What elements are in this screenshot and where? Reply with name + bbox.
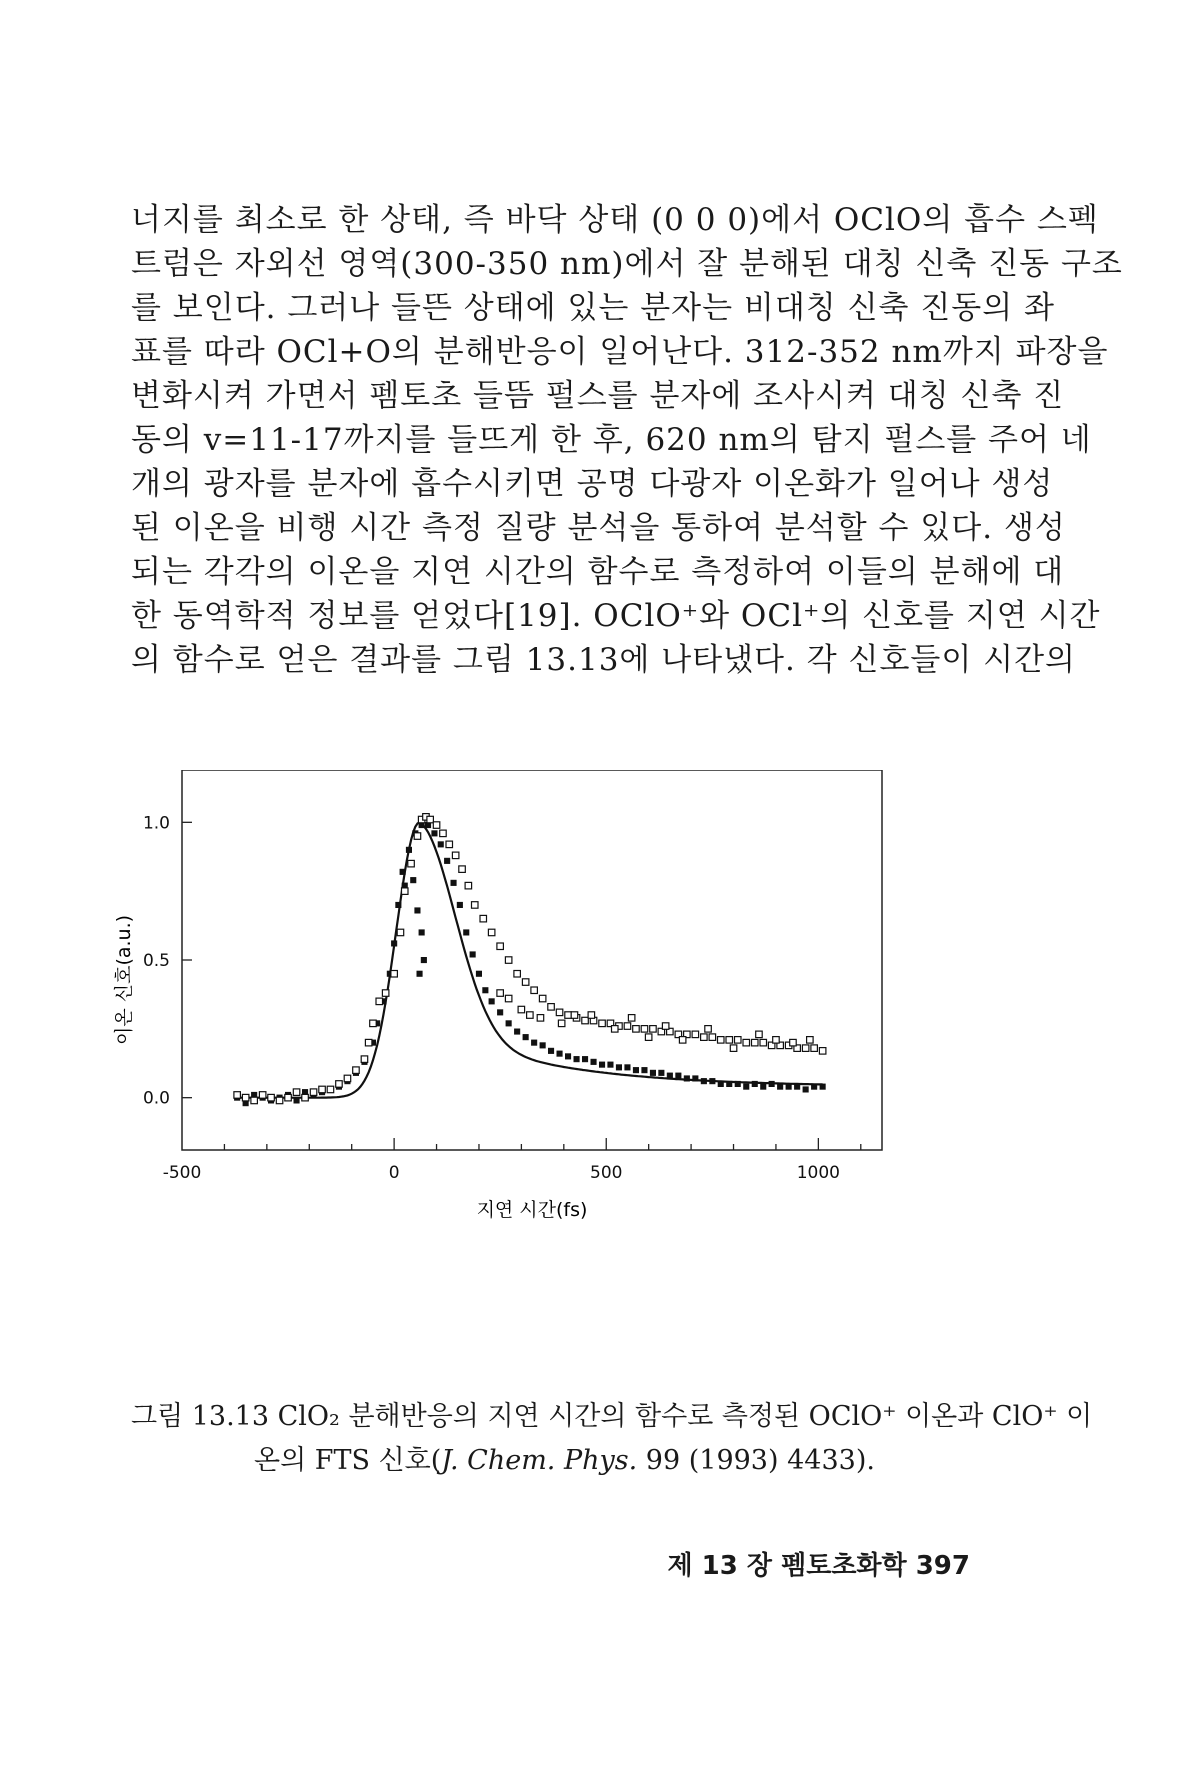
caption-journal: J. Chem. Phys. bbox=[441, 1445, 638, 1476]
data-point-filled bbox=[514, 1029, 520, 1035]
data-point-filled bbox=[444, 858, 450, 864]
caption-suffix: 99 (1993) 4433). bbox=[637, 1445, 875, 1476]
data-point-open bbox=[382, 990, 389, 997]
data-point-open bbox=[365, 1039, 372, 1046]
data-point-open bbox=[548, 1004, 555, 1011]
data-point-open bbox=[556, 1009, 563, 1016]
data-point-open bbox=[531, 987, 538, 994]
data-point-filled bbox=[411, 877, 417, 883]
data-point-open bbox=[440, 830, 447, 837]
data-point-filled bbox=[400, 869, 406, 875]
data-point-filled bbox=[786, 1084, 792, 1090]
data-point-open bbox=[361, 1056, 368, 1063]
axis-tick-labels bbox=[143, 813, 840, 1183]
data-point-open bbox=[612, 1026, 619, 1033]
caption-line-1: 그림 13.13 ClO₂ 분해반응의 지연 시간의 함수로 측정된 OClO⁺ 이온과 ClO⁺ 이 bbox=[131, 1401, 1093, 1432]
data-point-open bbox=[465, 882, 472, 889]
data-point-open bbox=[497, 943, 504, 950]
data-point-filled bbox=[769, 1081, 775, 1087]
data-point-filled bbox=[565, 1054, 571, 1060]
data-point-open bbox=[505, 957, 512, 964]
data-point-open bbox=[408, 860, 415, 867]
data-point-filled bbox=[659, 1070, 665, 1076]
data-point-filled bbox=[391, 941, 397, 947]
data-point-open bbox=[505, 995, 512, 1002]
data-point-open bbox=[327, 1086, 334, 1093]
data-point-filled bbox=[608, 1062, 614, 1068]
data-point-filled bbox=[820, 1084, 826, 1090]
data-point-filled bbox=[540, 1043, 546, 1049]
data-point-filled bbox=[531, 1040, 537, 1046]
data-point-filled bbox=[489, 999, 495, 1005]
data-point-open bbox=[726, 1037, 733, 1044]
body-line: 개의 광자를 분자에 흡수시키면 공명 다광자 이온화가 일어나 생성 bbox=[131, 466, 1054, 502]
data-point-open bbox=[650, 1026, 657, 1033]
data-point-filled bbox=[451, 880, 457, 886]
data-point-open bbox=[259, 1092, 266, 1099]
data-point-open bbox=[285, 1094, 292, 1101]
body-line: 의 함수로 얻은 결과를 그림 13.13에 나타냈다. 각 신호들이 시간의 bbox=[131, 642, 1076, 678]
data-point-filled bbox=[591, 1059, 597, 1065]
data-point-filled bbox=[693, 1076, 699, 1082]
data-point-open bbox=[701, 1034, 708, 1041]
data-point-open bbox=[446, 841, 453, 848]
data-point-open bbox=[709, 1034, 716, 1041]
data-point-open bbox=[735, 1037, 742, 1044]
data-point-filled bbox=[421, 957, 427, 963]
figure-caption bbox=[131, 1395, 1093, 1483]
data-point-filled bbox=[761, 1084, 767, 1090]
data-point-open bbox=[705, 1026, 712, 1033]
data-point-filled bbox=[701, 1078, 707, 1084]
data-point-open bbox=[518, 1006, 525, 1013]
data-point-filled bbox=[718, 1081, 724, 1087]
data-point-open bbox=[452, 852, 459, 859]
caption-line-2 bbox=[131, 1439, 1003, 1483]
data-point-open bbox=[293, 1089, 300, 1096]
data-point-filled bbox=[470, 952, 476, 958]
body-line: 너지를 최소로 한 상태, 즉 바닥 상태 (0 0 0)에서 OClO의 흡수 스펙 bbox=[131, 202, 1099, 238]
data-point-open bbox=[730, 1045, 737, 1052]
data-point-open bbox=[565, 1012, 572, 1019]
data-point-open bbox=[662, 1023, 669, 1030]
data-point-open bbox=[807, 1037, 814, 1044]
data-point-open bbox=[344, 1075, 351, 1082]
x-tick-label: 1000 bbox=[796, 1163, 840, 1183]
data-point-open bbox=[539, 995, 546, 1002]
data-point-filled bbox=[574, 1056, 580, 1062]
data-point-open bbox=[268, 1094, 275, 1101]
data-point-filled bbox=[483, 988, 489, 994]
data-point-filled bbox=[727, 1081, 733, 1087]
data-point-open bbox=[752, 1039, 759, 1046]
fit-curve-group bbox=[237, 822, 822, 1097]
data-point-filled bbox=[548, 1048, 554, 1054]
data-point-filled bbox=[476, 971, 482, 977]
data-point-open bbox=[391, 971, 398, 978]
data-point-open bbox=[402, 888, 409, 895]
data-point-filled bbox=[497, 1010, 503, 1016]
data-point-open bbox=[756, 1031, 763, 1038]
body-line: 되는 각각의 이온을 지연 시간의 함수로 측정하여 이들의 분해에 대 bbox=[131, 554, 1065, 590]
data-point-open bbox=[353, 1067, 360, 1074]
y-tick-label: 0.5 bbox=[142, 951, 170, 971]
data-point-open bbox=[645, 1034, 652, 1041]
axis-ticks bbox=[182, 822, 861, 1150]
data-point-filled bbox=[417, 971, 423, 977]
data-point-filled bbox=[803, 1087, 809, 1093]
data-point-filled bbox=[735, 1081, 741, 1087]
data-point-open bbox=[319, 1086, 326, 1093]
data-point-open bbox=[802, 1045, 809, 1052]
data-point-open bbox=[527, 1012, 534, 1019]
data-point-filled bbox=[419, 930, 425, 936]
data-point-open bbox=[376, 998, 383, 1005]
data-point-filled bbox=[633, 1067, 639, 1073]
x-tick-label: -500 bbox=[162, 1163, 202, 1183]
data-point-open bbox=[427, 816, 434, 823]
body-line: 동의 v=11-17까지를 들뜨게 한 후, 620 nm의 탐지 펄스를 주어 네 bbox=[131, 422, 1092, 458]
data-point-open bbox=[497, 990, 504, 997]
data-point-filled bbox=[523, 1034, 529, 1040]
data-point-open bbox=[773, 1037, 780, 1044]
caption-prefix: 온의 FTS 신호( bbox=[254, 1445, 442, 1476]
data-point-open bbox=[302, 1094, 309, 1101]
data-point-open bbox=[537, 1015, 544, 1022]
data-point-filled bbox=[557, 1051, 563, 1057]
data-points bbox=[234, 814, 826, 1106]
data-point-open bbox=[571, 1012, 578, 1019]
data-point-open bbox=[459, 866, 466, 873]
data-point-filled bbox=[432, 831, 438, 837]
data-point-filled bbox=[616, 1065, 622, 1071]
data-point-open bbox=[718, 1037, 725, 1044]
data-point-filled bbox=[777, 1084, 783, 1090]
data-point-filled bbox=[582, 1056, 588, 1062]
data-point-open bbox=[624, 1023, 631, 1030]
x-axis-label: 지연 시간(fs) bbox=[476, 1199, 588, 1221]
data-point-open bbox=[641, 1026, 648, 1033]
data-point-open bbox=[679, 1037, 686, 1044]
data-point-filled bbox=[676, 1073, 682, 1079]
data-point-open bbox=[414, 833, 421, 840]
data-point-filled bbox=[457, 902, 463, 908]
data-point-open bbox=[628, 1015, 635, 1022]
body-line: 한 동역학적 정보를 얻었다[19]. OClO⁺와 OCl⁺의 신호를 지연 시간 bbox=[131, 598, 1101, 634]
data-point-open bbox=[588, 1012, 595, 1019]
y-axis-label: 이온 신호(a.u.) bbox=[113, 914, 135, 1046]
data-point-open bbox=[514, 971, 521, 978]
data-point-open bbox=[472, 902, 479, 909]
data-point-filled bbox=[684, 1076, 690, 1082]
data-point-filled bbox=[794, 1084, 800, 1090]
body-line: 변화시켜 가면서 펨토초 들뜸 펄스를 분자에 조사시켜 대칭 신축 진 bbox=[131, 378, 1065, 414]
data-point-open bbox=[251, 1097, 258, 1104]
data-point-open bbox=[234, 1092, 241, 1099]
data-point-open bbox=[790, 1039, 797, 1046]
data-point-filled bbox=[415, 908, 421, 914]
data-point-filled bbox=[294, 1098, 300, 1104]
data-point-open bbox=[310, 1089, 317, 1096]
data-point-open bbox=[811, 1045, 818, 1052]
y-tick-label: 0.0 bbox=[142, 1088, 170, 1109]
data-point-open bbox=[819, 1048, 826, 1055]
data-point-open bbox=[599, 1020, 606, 1027]
data-point-filled bbox=[599, 1062, 605, 1068]
data-point-open bbox=[370, 1020, 377, 1027]
data-point-open bbox=[633, 1026, 640, 1033]
data-point-filled bbox=[642, 1067, 648, 1073]
data-point-filled bbox=[464, 930, 470, 936]
data-point-open bbox=[336, 1081, 343, 1088]
data-point-open bbox=[480, 915, 487, 922]
body-text bbox=[131, 198, 1123, 682]
data-point-open bbox=[242, 1094, 249, 1101]
x-tick-label: 500 bbox=[590, 1163, 623, 1183]
body-line: 를 보인다. 그러나 들뜬 상태에 있는 분자는 비대칭 신축 진동의 좌 bbox=[131, 290, 1055, 326]
data-point-filled bbox=[438, 842, 444, 848]
data-point-filled bbox=[710, 1078, 716, 1084]
data-point-filled bbox=[811, 1084, 817, 1090]
data-point-open bbox=[488, 929, 495, 936]
data-point-open bbox=[522, 979, 529, 986]
data-point-open bbox=[276, 1097, 283, 1104]
data-point-filled bbox=[506, 1021, 512, 1027]
body-line: 표를 따라 OCl+O의 분해반응이 일어난다. 312-352 nm까지 파장을 bbox=[131, 334, 1109, 370]
figure-13-13-chart bbox=[110, 770, 1010, 1390]
data-point-open bbox=[397, 929, 404, 936]
data-point-open bbox=[743, 1039, 750, 1046]
x-tick-label: 0 bbox=[388, 1163, 400, 1183]
data-point-filled bbox=[625, 1065, 631, 1071]
data-point-open bbox=[692, 1031, 699, 1038]
fit-curve bbox=[237, 822, 822, 1097]
page-footer: 제 13 장 펨토초화학 397 bbox=[667, 1551, 970, 1581]
data-point-filled bbox=[396, 902, 402, 908]
data-point-filled bbox=[667, 1073, 673, 1079]
data-point-open bbox=[558, 1020, 565, 1027]
data-point-filled bbox=[650, 1070, 656, 1076]
body-line: 된 이온을 비행 시간 측정 질량 분석을 통하여 분석할 수 있다. 생성 bbox=[131, 510, 1066, 546]
data-point-open bbox=[582, 1017, 589, 1024]
y-tick-label: 1.0 bbox=[142, 813, 170, 834]
data-point-open bbox=[760, 1039, 767, 1046]
data-point-filled bbox=[752, 1081, 758, 1087]
data-point-filled bbox=[744, 1084, 750, 1090]
data-point-open bbox=[433, 822, 440, 829]
body-line: 트럼은 자외선 영역(300-350 nm)에서 잘 분해된 대칭 신축 진동 구조 bbox=[131, 246, 1123, 282]
data-point-filled bbox=[406, 847, 412, 853]
